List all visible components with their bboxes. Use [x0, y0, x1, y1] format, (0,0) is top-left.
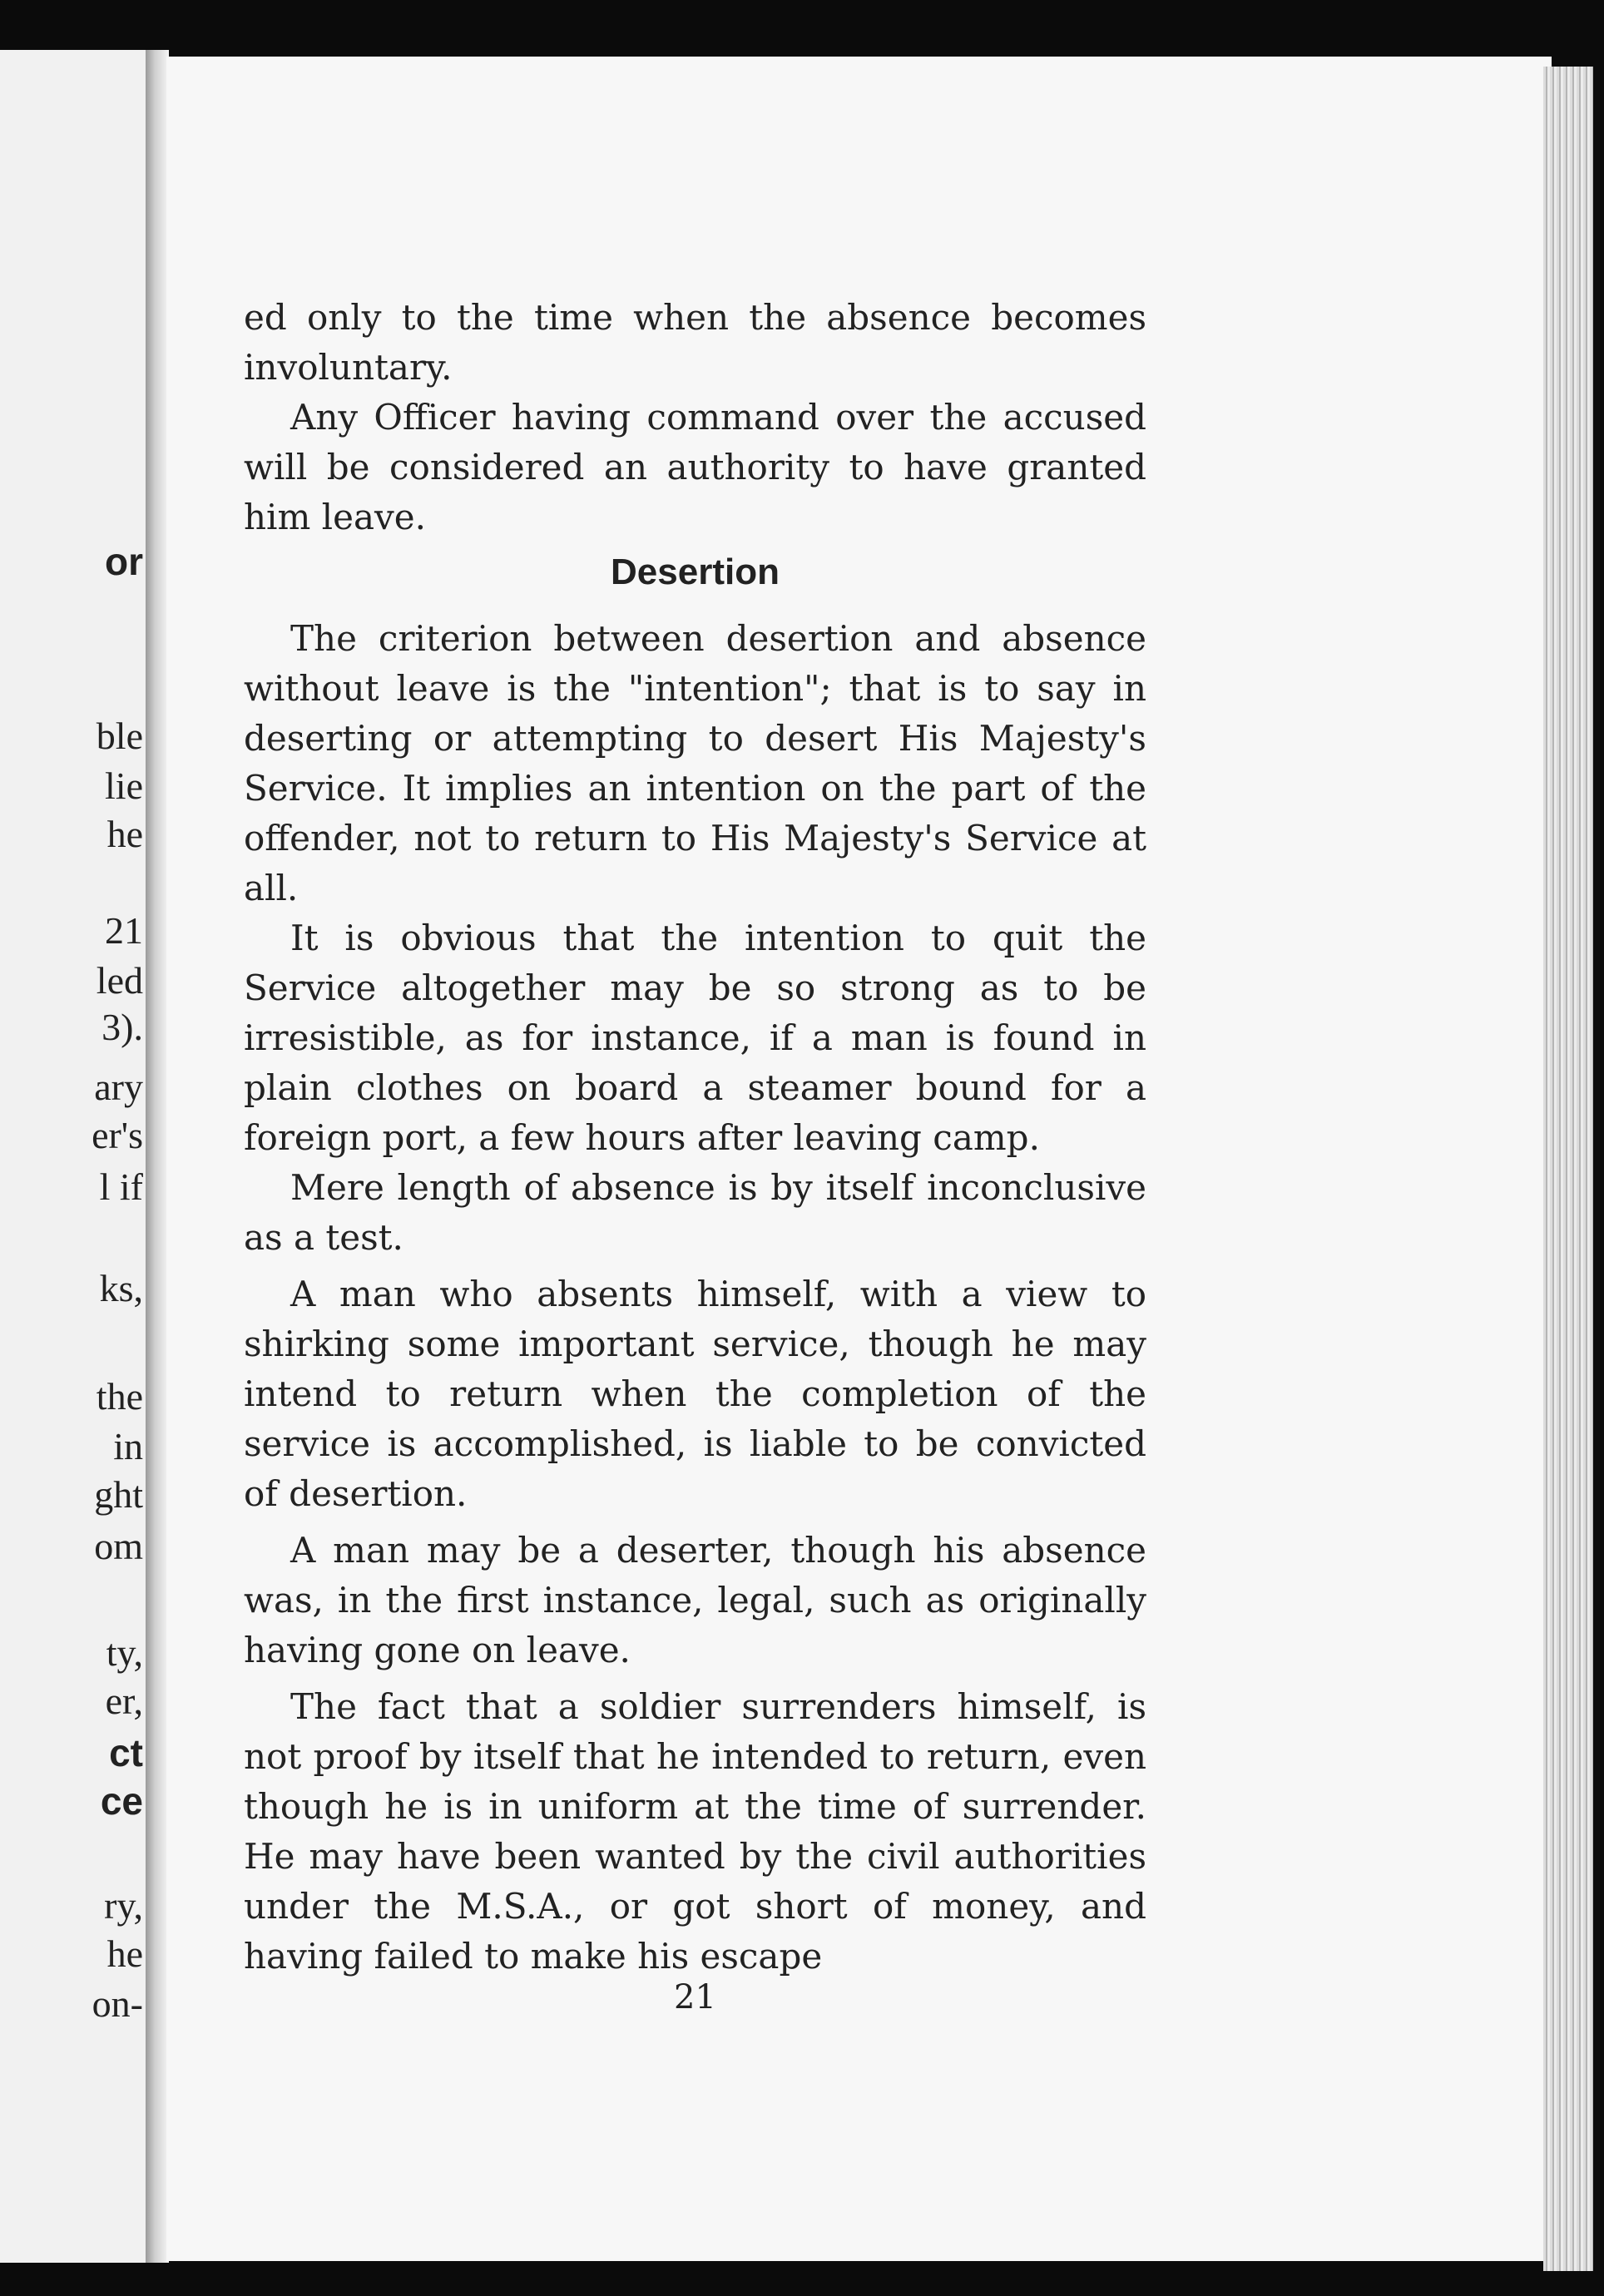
left-fragment: the — [96, 1375, 143, 1418]
left-fragment: ks, — [99, 1267, 143, 1309]
left-fragment: ry, — [104, 1884, 143, 1927]
paragraph: The criterion between desertion and absence without leave is the "intention"; that is to say in deserting or attempting to desert His Majesty's Service. It implies an intention on the part of the offender, not to return to His Majesty's Service at all. — [244, 618, 1146, 908]
left-fragment: ct — [109, 1731, 143, 1774]
left-fragment: ary — [94, 1066, 143, 1108]
left-fragment: 3). — [101, 1006, 143, 1048]
left-fragment: or — [105, 540, 143, 583]
paragraph: It is obvious that the intention to quit the Service altogether may be so strong as to be irresistible, as for instance, if a man is found in plain clothes on board a steamer bound for a foreign port, a few hours after leaving camp. — [244, 918, 1146, 1158]
page-stack-edge — [1543, 67, 1593, 2271]
left-fragment: 21 — [105, 909, 143, 952]
left-fragment: he — [106, 1932, 143, 1975]
left-fragment: ty, — [106, 1631, 143, 1674]
left-fragment: led — [96, 959, 143, 1002]
paragraph: Mere length of absence is by itself inconclusive as a test. — [244, 1167, 1146, 1258]
paragraph: The fact that a soldier surrenders himself, is not proof by itself that he intended to return, even though he is in uniform at the time of surrender. He may have been wanted by the civil authorities under the M.S.A., or got short of money, and having failed to make his escape — [244, 1686, 1146, 1977]
section-heading: Desertion — [611, 552, 780, 592]
left-fragment: in — [113, 1425, 143, 1467]
left-fragment: he — [106, 813, 143, 855]
paragraph: A man who absents himself, with a view to shirking some important service, though he may intend to return when the completion of the service is accomplished, is liable to be convicted of desertion. — [244, 1274, 1146, 1514]
left-fragment: ght — [94, 1473, 143, 1516]
paragraph: Any Officer having command over the accused will be considered an authority to have granted him leave. — [244, 397, 1146, 537]
left-fragment: ce — [100, 1779, 143, 1823]
previous-page — [0, 50, 148, 2263]
left-fragment: l if — [99, 1165, 143, 1208]
left-fragment: om — [94, 1525, 143, 1567]
page-number: 21 — [674, 1978, 716, 2016]
left-fragment: on- — [92, 1982, 143, 2025]
left-fragment: lie — [105, 765, 143, 807]
book-gutter — [146, 50, 169, 2263]
left-fragment: ble — [96, 715, 143, 757]
left-fragment: er's — [92, 1114, 143, 1156]
page-text — [244, 293, 1146, 1982]
paragraph: A man may be a deserter, though his absence was, in the first instance, legal, such as originally having gone on leave. — [244, 1530, 1146, 1670]
paragraph: ed only to the time when the absence becomes involuntary. — [244, 297, 1146, 388]
left-fragment: er, — [105, 1680, 143, 1722]
